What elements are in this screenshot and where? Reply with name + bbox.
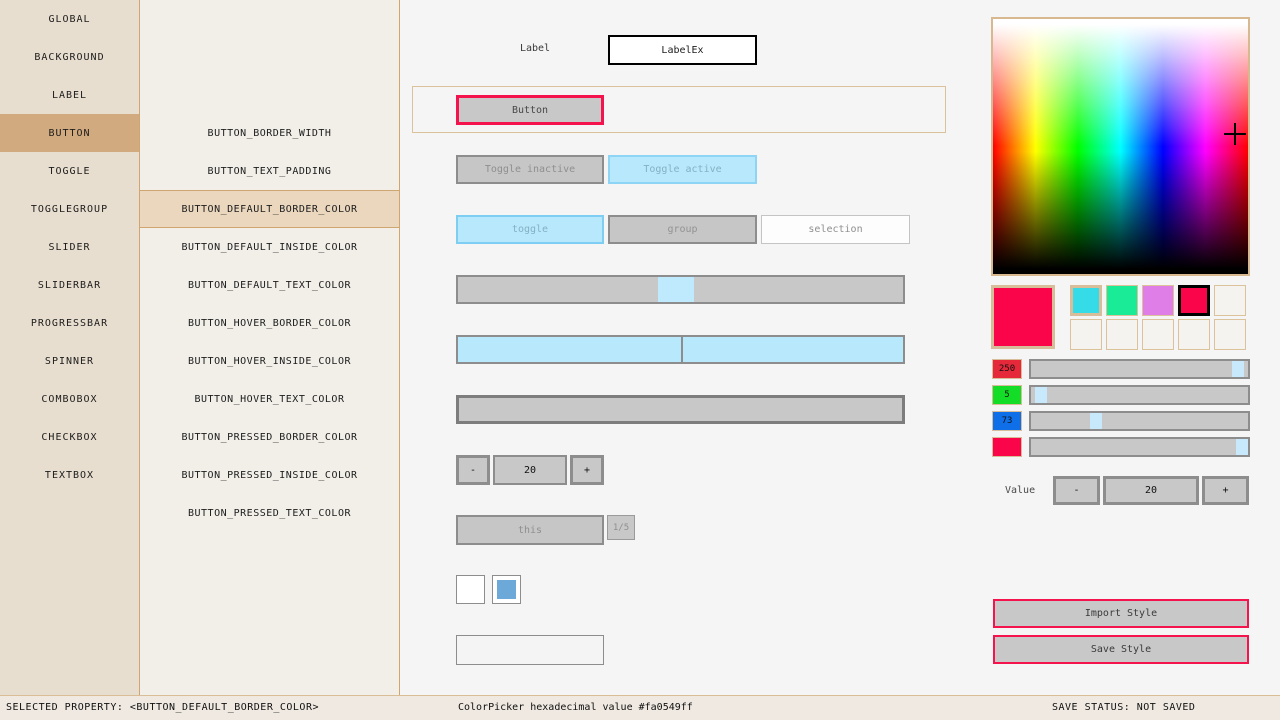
sidebar-item-background[interactable]: BACKGROUND (34, 51, 105, 63)
property-item-button_text_padding[interactable]: BUTTON_TEXT_PADDING (207, 165, 332, 177)
channel-slider-blue[interactable] (1029, 411, 1250, 431)
preview-button[interactable]: Button (456, 95, 604, 125)
color-swatch[interactable] (1214, 319, 1246, 350)
spinner-minus-button[interactable]: - (456, 455, 490, 485)
color-swatch[interactable] (1106, 319, 1138, 350)
channel-row-blue (992, 411, 1250, 431)
labelex-box: LabelEx (608, 35, 757, 65)
preview-textbox[interactable] (456, 635, 604, 665)
channel-slider-alpha[interactable] (1029, 437, 1250, 457)
property-item-button_default_border_color[interactable]: BUTTON_DEFAULT_BORDER_COLOR (140, 190, 399, 228)
toggle-inactive-button[interactable]: Toggle inactive (456, 155, 604, 184)
sidebar (0, 0, 139, 695)
preview-sliderbar[interactable] (456, 335, 905, 364)
checkbox-unchecked[interactable] (456, 575, 485, 604)
spinner-value: 20 (493, 455, 567, 485)
property-item-button_border_width[interactable]: BUTTON_BORDER_WIDTH (207, 127, 332, 139)
color-swatch[interactable] (1070, 319, 1102, 350)
color-swatch[interactable] (1214, 285, 1246, 316)
label-caption: Label (519, 43, 551, 54)
togglegroup-toggle-button[interactable]: toggle (456, 215, 604, 244)
preview-area (400, 0, 960, 695)
checkbox-checked[interactable] (492, 575, 521, 604)
value-plus-button[interactable]: + (1202, 476, 1249, 505)
sidebar-item-slider[interactable]: SLIDER (48, 241, 91, 253)
togglegroup-group-button[interactable]: group (608, 215, 757, 244)
channel-slider-handle[interactable] (1090, 413, 1102, 429)
property-item-button_pressed_border_color[interactable]: BUTTON_PRESSED_BORDER_COLOR (181, 431, 358, 443)
slider-handle[interactable] (658, 277, 694, 302)
color-swatch[interactable] (1178, 319, 1210, 350)
save-status: SAVE STATUS: NOT SAVED (1052, 702, 1196, 713)
combobox-button[interactable]: this (456, 515, 604, 545)
toggle-active-button[interactable]: Toggle active (608, 155, 757, 184)
preview-slider[interactable] (456, 275, 905, 304)
save-style-button[interactable]: Save Style (993, 635, 1249, 664)
channel-sliders (992, 359, 1250, 463)
property-item-button_pressed_text_color[interactable]: BUTTON_PRESSED_TEXT_COLOR (187, 507, 351, 519)
property-item-button_pressed_inside_color[interactable]: BUTTON_PRESSED_INSIDE_COLOR (181, 469, 358, 481)
channel-slider-red[interactable] (1029, 359, 1250, 379)
color-swatch[interactable] (1142, 319, 1174, 350)
status-bar (0, 695, 1280, 720)
sliderbar-divider (681, 337, 683, 362)
sidebar-item-spinner[interactable]: SPINNER (44, 355, 95, 367)
swatch-grid (1070, 285, 1248, 350)
color-swatch[interactable] (1106, 285, 1138, 316)
property-item-button_hover_inside_color[interactable]: BUTTON_HOVER_INSIDE_COLOR (187, 355, 351, 367)
spinner-plus-button[interactable]: + (570, 455, 604, 485)
channel-value-red: 250 (992, 359, 1022, 379)
sidebar-item-global[interactable]: GLOBAL (48, 13, 91, 25)
channel-slider-handle[interactable] (1035, 387, 1047, 403)
combobox-page-indicator: 1/5 (607, 515, 635, 540)
color-panel (960, 0, 1280, 695)
property-list (139, 0, 400, 695)
sidebar-item-label[interactable]: LABEL (51, 89, 88, 101)
sidebar-item-progressbar[interactable]: PROGRESSBAR (30, 317, 109, 329)
value-label: Value (1005, 485, 1036, 496)
channel-row-alpha (992, 437, 1250, 457)
channel-row-red (992, 359, 1250, 379)
channel-row-green (992, 385, 1250, 405)
channel-value-blue: 73 (992, 411, 1022, 431)
checkbox-checkmark (497, 580, 516, 599)
sidebar-item-textbox[interactable]: TEXTBOX (44, 469, 95, 481)
value-field: 20 (1103, 476, 1199, 505)
current-color-swatch (991, 285, 1055, 349)
sidebar-item-checkbox[interactable]: CHECKBOX (41, 431, 98, 443)
sidebar-item-button[interactable]: BUTTON (0, 114, 139, 152)
value-minus-button[interactable]: - (1053, 476, 1100, 505)
import-style-button[interactable]: Import Style (993, 599, 1249, 628)
sidebar-item-combobox[interactable]: COMBOBOX (41, 393, 98, 405)
hex-value-status: ColorPicker hexadecimal value #fa0549ff (458, 702, 693, 713)
channel-slider-handle[interactable] (1232, 361, 1244, 377)
color-picker-gradient[interactable] (991, 17, 1250, 276)
property-item-button_default_text_color[interactable]: BUTTON_DEFAULT_TEXT_COLOR (187, 279, 351, 291)
preview-progressbar (456, 395, 905, 424)
channel-value-green: 5 (992, 385, 1022, 405)
sidebar-item-togglegroup[interactable]: TOGGLEGROUP (30, 203, 109, 215)
selected-property-status: SELECTED PROPERTY: <BUTTON_DEFAULT_BORDER_COLOR> (6, 702, 319, 713)
color-swatch[interactable] (1178, 285, 1210, 316)
color-swatch[interactable] (1142, 285, 1174, 316)
channel-slider-handle[interactable] (1236, 439, 1248, 455)
togglegroup-selection-button[interactable]: selection (761, 215, 910, 244)
sidebar-item-toggle[interactable]: TOGGLE (48, 165, 91, 177)
sidebar-item-sliderbar[interactable]: SLIDERBAR (37, 279, 102, 291)
color-picker-cursor[interactable] (1224, 123, 1246, 145)
property-item-button_default_inside_color[interactable]: BUTTON_DEFAULT_INSIDE_COLOR (181, 241, 358, 253)
property-item-button_hover_text_color[interactable]: BUTTON_HOVER_TEXT_COLOR (194, 393, 345, 405)
channel-slider-green[interactable] (1029, 385, 1250, 405)
channel-value-alpha (992, 437, 1022, 457)
property-item-button_hover_border_color[interactable]: BUTTON_HOVER_BORDER_COLOR (187, 317, 351, 329)
color-swatch[interactable] (1070, 285, 1102, 316)
